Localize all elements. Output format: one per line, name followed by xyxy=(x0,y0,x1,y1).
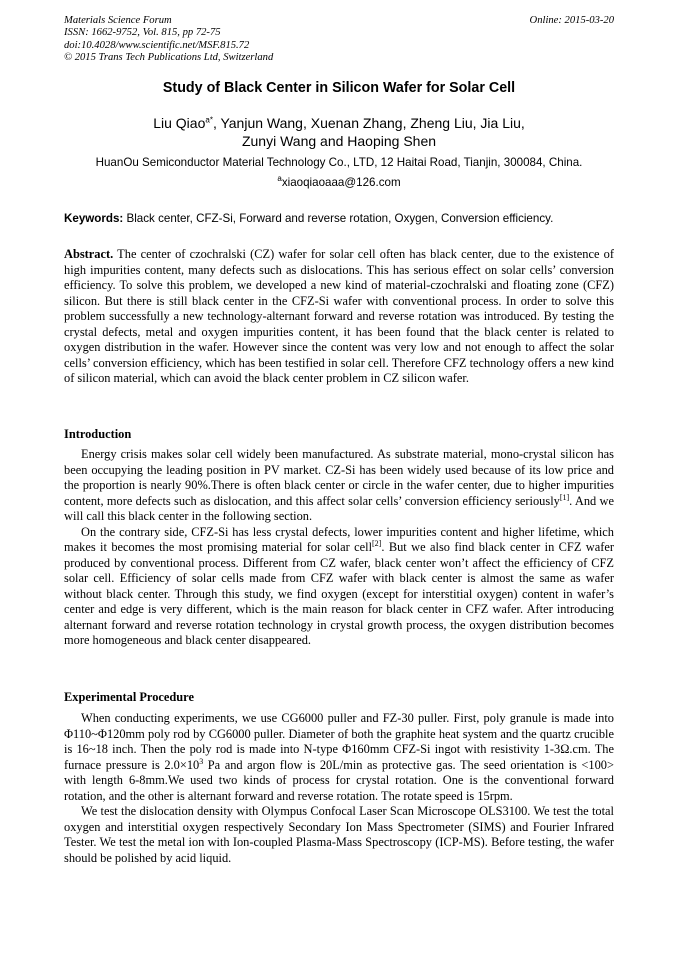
email-sup: a xyxy=(277,174,282,184)
keywords-label: Keywords: xyxy=(64,212,124,225)
paper-title: Study of Black Center in Silicon Wafer for Solar Cell xyxy=(162,80,516,96)
abstract-text: The center of czochralski (CZ) wafer for solar cell often has black center, due to the existence of high impurities content, many defects such as dislocations. This has serious effect on solar cells’ conversion efficiency. To solve this problem, we developed a new kind of material-czochralski and floating zone (CFZ) silicon. But there is still black center in the CFZ-Si wafer with conventional process. In order to solve this problem successfully a new technology-alternant forward and reverse rotation was introduced. By testing the crystal defects, metal and oxygen impurities content, it has been found that the black center is related to oxygen distribution in the wafer. However since the content was very low and not enough to affect the solar cells’ conversion efficiency, which has been testified in solar cell. Therefore CFZ technology offers a new kind of silicon material, which can avoid the black center problem in CZ silicon wafer. xyxy=(64,247,614,385)
intro-p2-tail: . But we also find black center in CFZ wafer produced by conventional process. Different from CZ wafer, black center won’t affect the efficiency of CFZ solar cell. Efficiency of solar cells made from CFZ wafer with black center is almost the same as wafer without black center. Through this study, we find oxygen (except for interstitial oxygen) content in wafer’s center and edge is very different, which is the main reason for black center in CFZ wafer. After introducing alternant forward and reverse rotation technology in crystal growth process, the oxygen distribution becomes more homogeneous and black center disappeared. xyxy=(64,540,614,647)
email-line xyxy=(0,176,678,190)
author-line-2: Zunyi Wang and Haoping Shen xyxy=(241,133,437,149)
online-date: Online: 2015-03-20 xyxy=(529,15,614,26)
journal-name: Materials Science Forum xyxy=(64,15,172,26)
intro-p2-text: On the contrary side, CFZ-Si has less crystal defects, lower impurities content and higher lifetime, which makes it becomes the most promising material for solar cell xyxy=(64,524,614,554)
exp-p1-b: Pa and argon flow is 20L/min as protective gas. The seed orientation is <100> with length 6-8mm.We used two kinds of process for crystal rotation. One is the conventional forward rotation, and the other is alternant forward and reverse rotation. The rotate speed is 15rpm. xyxy=(64,757,614,803)
author-line-1 xyxy=(0,114,678,132)
email-address: xiaoqiaoaaa@126.com xyxy=(281,176,401,189)
first-author-sup: a* xyxy=(205,115,213,125)
introduction-paragraph-1 xyxy=(64,447,614,525)
keywords xyxy=(64,212,624,226)
experimental-body xyxy=(64,711,614,866)
exp-p1-a: When conducting experiments, we use CG6000 puller and FZ-30 puller. First, poly granule is made into Φ110~Φ120mm poly rod by CG6000 puller. Diameter of both the graphite heat system and the quartz crucible is 16~18 inch. Then the poly rod is made into N-type Φ160mm CFZ-Si ingot with resistivity 1-3Ω.cm. The furnace pressure is 2.0×10 xyxy=(64,711,614,772)
citation-2: [2] xyxy=(372,538,382,548)
experimental-paragraph-1 xyxy=(64,711,614,804)
exp-p1-exponent: 3 xyxy=(199,756,204,766)
introduction-heading: Introduction xyxy=(64,427,132,441)
introduction-paragraph-2 xyxy=(64,525,614,649)
introduction-body xyxy=(64,447,614,649)
abstract-label: Abstract. xyxy=(64,247,114,261)
intro-p1-tail: . And we will call this black center in the following section. xyxy=(64,493,614,523)
keywords-text: Black center, CFZ-Si, Forward and reverse rotation, Oxygen, Conversion efficiency. xyxy=(123,212,554,225)
issn: ISSN: 1662-9752, Vol. 815, pp 72-75 xyxy=(64,27,221,39)
abstract-paragraph xyxy=(64,247,614,387)
experimental-paragraph-2: We test the dislocation density with Olympus Confocal Laser Scan Microscope OLS3100. We test the total oxygen and interstitial oxygen respectively Secondary Ion Mass Spectrometer (SIMS) and Fourier Infrared Tester. We test the metal ion with Ion-coupled Plasma-Mass Spectroscopy (ICP-MS). Before testing, the wafer should be polished by acid liquid. xyxy=(64,804,614,865)
journal-info xyxy=(64,15,273,65)
citation-1: [1] xyxy=(559,492,570,502)
copyright: © 2015 Trans Tech Publications Ltd, Switzerland xyxy=(64,52,274,64)
doi: doi:10.4028/www.scientific.net/MSF.815.72 xyxy=(64,39,250,51)
intro-p1-text: Energy crisis makes solar cell widely been manufactured. As substrate material, mono-crystal silicon has been occupying the leading position in PV market. CZ-Si has been widely used because of its low price and the proportion is nearly 90%.There is often black center or circle in the wafer center, due to higher impurities content, more defects such as dislocation, and this affect solar cells’ conversion efficiency seriously xyxy=(64,447,614,508)
author-list xyxy=(0,114,678,150)
first-author: Liu Qiao xyxy=(153,115,206,131)
abstract xyxy=(64,247,614,387)
experimental-heading: Experimental Procedure xyxy=(64,690,194,704)
affiliation: HuanOu Semiconductor Material Technology Co., LTD, 12 Haitai Road, Tianjin, 300084, China. xyxy=(95,156,583,169)
co-authors-1: , Yanjun Wang, Xuenan Zhang, Zheng Liu, Jia Liu, xyxy=(212,115,525,131)
